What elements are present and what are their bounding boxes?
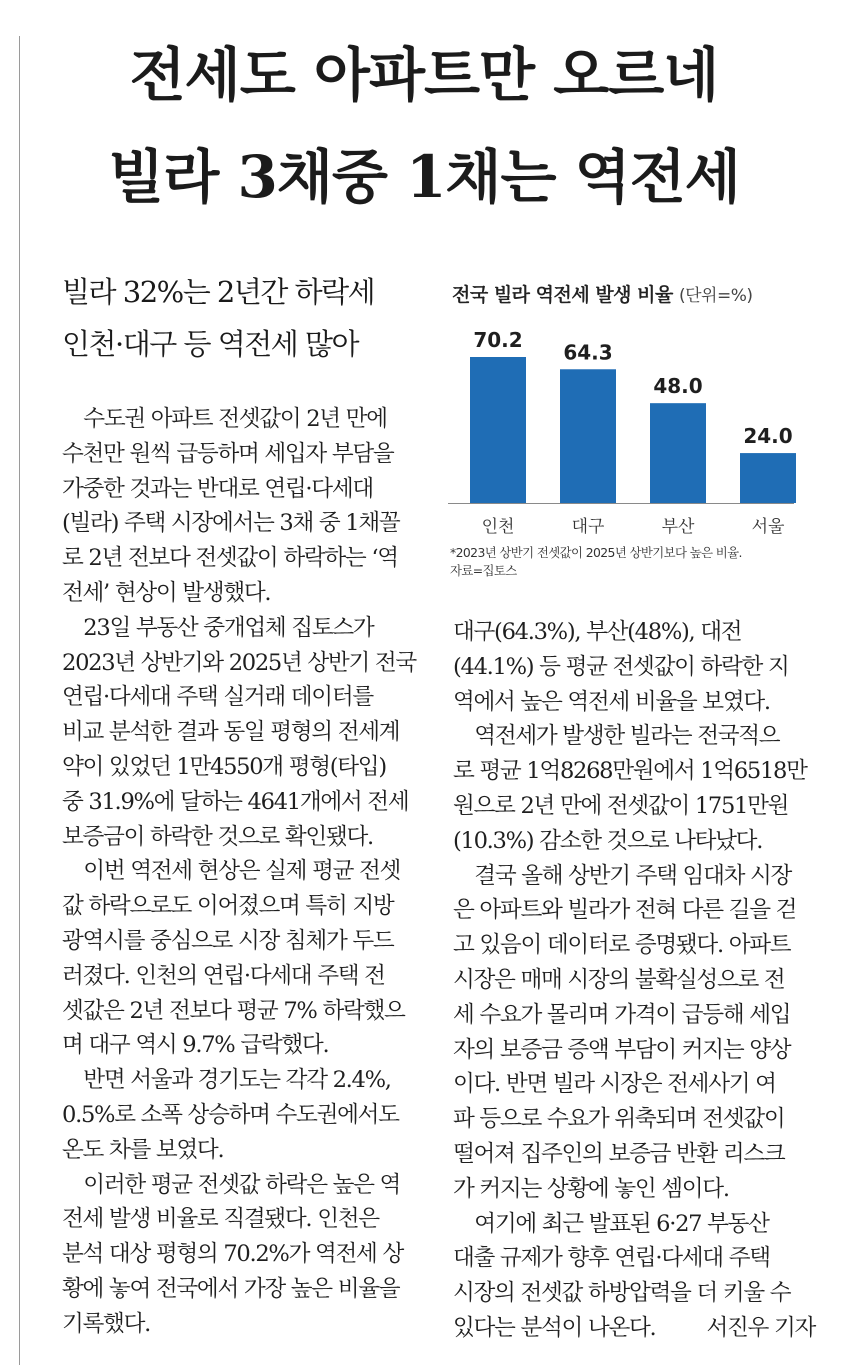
article-left-line: 기록했다. (62, 1310, 150, 1337)
article-left-line: 약이 있었던 1만4550개 평형(타입) (62, 753, 386, 780)
headline-line-1: 전세도 아파트만 오르네 (129, 41, 719, 109)
article-left-line: 가중한 것과는 반대로 연립·다세대 (62, 475, 373, 502)
article-left-line: 수천만 원씩 급등하며 세입자 부담을 (62, 440, 394, 467)
article-left-line: 온도 차를 보였다. (62, 1136, 224, 1163)
article-right-line: 역전세가 발생한 빌라는 전국적으 (453, 723, 780, 750)
article-right-line: 시장은 매매 시장의 불확실성으로 전 (453, 966, 785, 993)
headline-line-2: 빌라 3채중 1채는 역전세 (108, 143, 740, 211)
subheadline-line-1: 빌라 32%는 2년간 하락세 (62, 275, 375, 309)
bar-value-label: 70.2 (473, 328, 523, 352)
article-right-line: 여기에 최근 발표된 6·27 부동산 (453, 1210, 769, 1237)
article-right-line: 떨어져 집주인의 보증금 반환 리스크 (453, 1140, 785, 1167)
column-rule (19, 36, 20, 1365)
article-left-line: 전세 발생 비율로 직결됐다. 인천은 (62, 1206, 379, 1233)
bar-대구 (560, 369, 616, 503)
article-left-line: 보증금이 하락한 것으로 확인됐다. (62, 823, 373, 850)
article-right-line: 대출 규제가 향후 연립·다세대 주택 (453, 1245, 770, 1272)
article-right-line: 결국 올해 상반기 주택 임대차 시장 (453, 862, 792, 889)
article-left-line: 셋값은 2년 전보다 평균 7% 하락했으 (62, 997, 405, 1024)
byline: 서진우 기자 (706, 1314, 815, 1341)
article-right-line: 자의 보증금 증액 부담이 커지는 양상 (453, 1036, 791, 1063)
article-left-line: 러졌다. 인천의 연립·다세대 주택 전 (62, 962, 385, 989)
chart-unit-label: (단위=%) (678, 286, 753, 306)
article-right-line: 역에서 높은 역전세 비율을 보였다. (453, 688, 770, 715)
chart-note (450, 544, 828, 580)
chart-title: 전국 빌라 역전세 발생 비율 (452, 284, 673, 306)
article-left-line: 연립·다세대 주택 실거래 데이터를 (62, 684, 373, 711)
article-left-line: 비교 분석한 결과 동일 평형의 전세계 (62, 719, 400, 746)
bar-value-label: 48.0 (653, 374, 703, 399)
bar-인천 (470, 357, 526, 503)
chart-footnote: *2023년 상반기 전셋값이 2025년 상반기보다 높은 비율. (450, 545, 742, 560)
article-left-line: 분석 대상 평형의 70.2%가 역전세 상 (62, 1241, 403, 1268)
article-final-line (453, 1311, 815, 1346)
article-right-line: 고 있음이 데이터로 증명됐다. 아파트 (453, 932, 791, 959)
article-left-line: 황에 놓여 전국에서 가장 높은 비율을 (62, 1275, 400, 1302)
article-right-line: 세 수요가 몰리며 가격이 급등해 세입 (453, 1001, 791, 1028)
category-label: 부산 (661, 517, 695, 537)
bar-chart (448, 276, 828, 586)
article-right-line: 은 아파트와 빌라가 전혀 다른 길을 걷 (453, 897, 797, 924)
article-right-line: 가 커지는 상황에 놓인 셈이다. (453, 1175, 729, 1202)
chart-title-block (452, 280, 753, 307)
bar-value-label: 64.3 (563, 340, 613, 365)
article-right-line: 원으로 2년 만에 전셋값이 1751만원 (453, 792, 789, 819)
article-left-line: 이러한 평균 전셋값 하락은 높은 역 (62, 1171, 401, 1198)
article-left-line: 2023년 상반기와 2025년 상반기 전국 (62, 649, 416, 676)
subheadline-line-2: 인천·대구 등 역전세 많아 (62, 327, 359, 361)
chart-source: 자료=집토스 (450, 563, 517, 578)
article-left-line: 중 31.9%에 달하는 4641개에서 전세 (62, 788, 409, 815)
article-left-line: 전세’ 현상이 발생했다. (62, 579, 271, 606)
category-label: 서울 (751, 517, 785, 537)
article-left-line: 수도권 아파트 전셋값이 2년 만에 (62, 406, 387, 432)
bar-서울 (740, 453, 796, 503)
bar-부산 (650, 403, 706, 503)
article-left-line: 로 2년 전보다 전셋값이 하락하는 ‘역 (62, 545, 398, 572)
article-left-line: 0.5%로 소폭 상승하며 수도권에서도 (62, 1101, 399, 1128)
article-right-line: 이다. 반면 빌라 시장은 전세사기 여 (453, 1071, 776, 1098)
article-right-line: 시장의 전셋값 하방압력을 더 키울 수 (453, 1280, 791, 1307)
chart-plot (448, 276, 828, 546)
article-left-line: 광역시를 중심으로 시장 침체가 두드 (62, 927, 394, 954)
bar-value-label: 24.0 (743, 424, 793, 449)
article-last-line: 있다는 분석이 나온다. (453, 1314, 656, 1341)
article-right-line: (10.3%) 감소한 것으로 나타났다. (453, 827, 763, 854)
article-left-line: (빌라) 주택 시장에서는 3채 중 1채꼴 (62, 510, 400, 537)
article-right-line: (44.1%) 등 평균 전셋값이 하락한 지 (453, 653, 789, 680)
article-right-line: 파 등으로 수요가 위축되며 전셋값이 (453, 1106, 785, 1133)
article-left-line: 23일 부동산 중개업체 집토스가 (62, 614, 374, 641)
article-left-line: 반면 서울과 경기도는 각각 2.4%, (62, 1067, 391, 1094)
article-left-line: 이번 역전세 현상은 실제 평균 전셋 (62, 858, 401, 885)
article-left-line: 값 하락으로도 이어졌으며 특히 지방 (62, 893, 394, 920)
article-left-column (62, 402, 424, 1342)
article-right-column (453, 615, 815, 1346)
article-right-line: 대구(64.3%), 부산(48%), 대전 (453, 619, 742, 645)
category-label: 대구 (571, 517, 605, 537)
category-label: 인천 (481, 517, 515, 537)
article-left-line: 며 대구 역시 9.7% 급락했다. (62, 1032, 329, 1059)
article-right-line: 로 평균 1억8268만원에서 1억6518만 (453, 758, 807, 785)
